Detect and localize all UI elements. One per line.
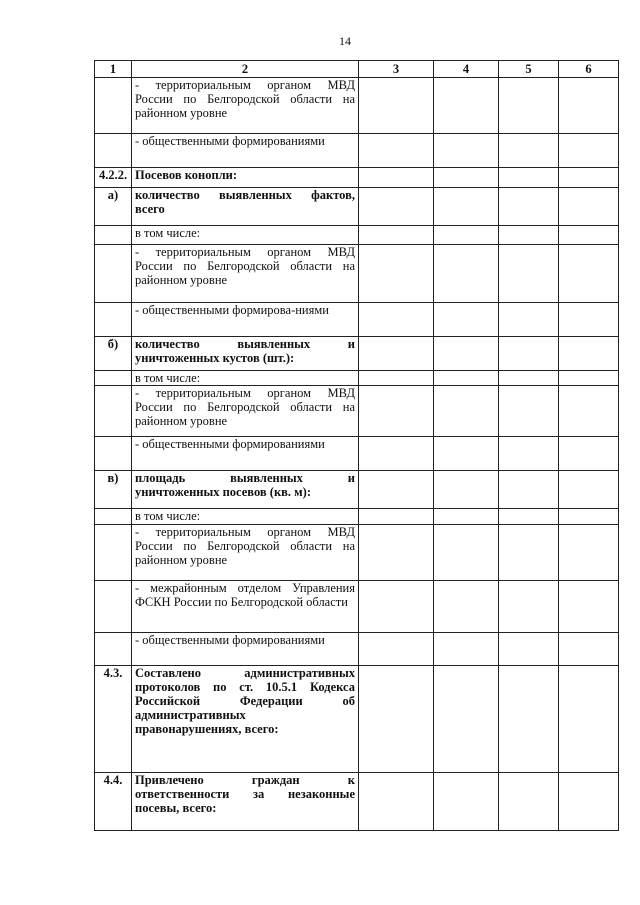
value-cell-col-4 [434,509,499,525]
value-cell-col-3 [359,633,434,666]
table-row [95,134,619,168]
column-header: 5 [499,61,559,78]
value-cell-col-3 [359,78,434,134]
value-cell-col-4 [434,168,499,188]
table-row [95,78,619,134]
value-cell-col-3 [359,226,434,245]
value-cell-col-6 [559,437,619,471]
table-row [95,525,619,581]
header-row [95,61,619,78]
value-cell-col-4 [434,245,499,303]
row-description-text: - территориальным органом МВД России по Белгородской области на районном уровне [135,78,355,120]
value-cell-col-3 [359,188,434,226]
row-number [95,303,132,337]
table-row [95,471,619,509]
value-cell-col-4 [434,633,499,666]
row-description-text: - общественными формированиями [135,134,325,148]
value-cell-col-3 [359,245,434,303]
row-description-text: - общественными формированиями [135,633,325,647]
value-cell-col-6 [559,471,619,509]
row-description-text: - территориальным органом МВД России по Белгородской области на районном уровне [135,525,355,567]
table-row [95,371,619,386]
value-cell-col-6 [559,666,619,773]
value-cell-col-4 [434,226,499,245]
column-header: 6 [559,61,619,78]
value-cell-col-4 [434,773,499,831]
column-header: 2 [132,61,359,78]
value-cell-col-5 [499,371,559,386]
value-cell-col-6 [559,386,619,437]
row-description-text: в том числе: [135,226,201,240]
table-row [95,633,619,666]
row-description [132,168,359,188]
row-description-text: в том числе: [135,371,201,385]
row-number [95,386,132,437]
value-cell-col-4 [434,188,499,226]
table-row [95,337,619,371]
value-cell-col-6 [559,581,619,633]
row-description-text: Привлечено граждан к ответственности за незаконные посевы, всего: [135,773,355,815]
value-cell-col-4 [434,386,499,437]
row-description-text: количество выявленных и уничтоженных кустов (шт.): [135,337,355,365]
value-cell-col-5 [499,525,559,581]
table-row [95,386,619,437]
value-cell-col-6 [559,245,619,303]
row-description [132,78,359,134]
row-number: а) [95,188,132,226]
value-cell-col-5 [499,226,559,245]
value-cell-col-6 [559,371,619,386]
row-description-text: количество выявленных фактов, всего [135,188,355,216]
value-cell-col-5 [499,168,559,188]
value-cell-col-5 [499,337,559,371]
row-description [132,525,359,581]
row-description [132,773,359,831]
value-cell-col-3 [359,437,434,471]
row-description [132,134,359,168]
row-description-text: Посевов конопли: [135,168,238,182]
row-description [132,245,359,303]
value-cell-col-5 [499,245,559,303]
value-cell-col-4 [434,134,499,168]
row-description [132,633,359,666]
value-cell-col-5 [499,437,559,471]
row-description [132,471,359,509]
table-row [95,245,619,303]
table-row [95,509,619,525]
value-cell-col-3 [359,168,434,188]
row-description [132,386,359,437]
table-row [95,773,619,831]
row-description [132,666,359,773]
row-number: в) [95,471,132,509]
table-body [95,78,619,831]
page-number: 14 [339,34,351,48]
row-description-text: - территориальным органом МВД России по Белгородской области на районном уровне [135,245,355,287]
row-number: 4.4. [95,773,132,831]
value-cell-col-4 [434,525,499,581]
value-cell-col-6 [559,509,619,525]
row-number [95,509,132,525]
value-cell-col-4 [434,666,499,773]
row-description-text: - территориальным органом МВД России по Белгородской области на районном уровне [135,386,355,428]
row-description [132,226,359,245]
value-cell-col-4 [434,437,499,471]
row-description [132,337,359,371]
value-cell-col-5 [499,188,559,226]
value-cell-col-5 [499,666,559,773]
value-cell-col-6 [559,168,619,188]
table-row [95,303,619,337]
column-header: 3 [359,61,434,78]
report-table [94,60,619,831]
value-cell-col-3 [359,386,434,437]
value-cell-col-4 [434,371,499,386]
table-row [95,188,619,226]
value-cell-col-3 [359,371,434,386]
value-cell-col-3 [359,509,434,525]
value-cell-col-4 [434,471,499,509]
row-description-text: площадь выявленных и уничтоженных посевов (кв. м): [135,471,355,499]
value-cell-col-6 [559,78,619,134]
row-number [95,245,132,303]
row-description [132,509,359,525]
row-description [132,303,359,337]
row-number: б) [95,337,132,371]
row-description-text: - общественными формирова-ниями [135,303,329,317]
table-row [95,226,619,245]
table-row [95,168,619,188]
value-cell-col-5 [499,134,559,168]
value-cell-col-5 [499,386,559,437]
value-cell-col-4 [434,78,499,134]
row-description [132,188,359,226]
value-cell-col-5 [499,633,559,666]
row-number [95,78,132,134]
value-cell-col-4 [434,303,499,337]
row-number [95,525,132,581]
value-cell-col-6 [559,525,619,581]
table-row [95,666,619,773]
row-description [132,371,359,386]
row-number: 4.2.2. [95,168,132,188]
value-cell-col-6 [559,337,619,371]
value-cell-col-6 [559,188,619,226]
value-cell-col-6 [559,773,619,831]
value-cell-col-3 [359,471,434,509]
table-row [95,437,619,471]
value-cell-col-6 [559,134,619,168]
row-number [95,437,132,471]
column-header: 4 [434,61,499,78]
row-number [95,633,132,666]
value-cell-col-3 [359,666,434,773]
value-cell-col-3 [359,134,434,168]
value-cell-col-3 [359,773,434,831]
value-cell-col-5 [499,471,559,509]
row-description-text: в том числе: [135,509,201,523]
row-description-text: Составлено административных протоколов по ст. 10.5.1 Кодекса Российской Федерации об административных правонарушениях, всего: [135,666,355,736]
value-cell-col-3 [359,525,434,581]
value-cell-col-6 [559,303,619,337]
value-cell-col-6 [559,226,619,245]
row-description [132,581,359,633]
value-cell-col-5 [499,303,559,337]
value-cell-col-5 [499,773,559,831]
row-description-text: - общественными формированиями [135,437,325,451]
value-cell-col-5 [499,78,559,134]
value-cell-col-3 [359,303,434,337]
row-number [95,226,132,245]
value-cell-col-5 [499,509,559,525]
value-cell-col-5 [499,581,559,633]
row-number [95,581,132,633]
row-description [132,437,359,471]
value-cell-col-6 [559,633,619,666]
row-number: 4.3. [95,666,132,773]
value-cell-col-3 [359,337,434,371]
row-number [95,134,132,168]
value-cell-col-3 [359,581,434,633]
value-cell-col-4 [434,337,499,371]
row-description-text: - межрайонным отделом Управления ФСКН России по Белгородской области [135,581,355,609]
value-cell-col-4 [434,581,499,633]
row-number [95,371,132,386]
table-row [95,581,619,633]
column-header: 1 [95,61,132,78]
